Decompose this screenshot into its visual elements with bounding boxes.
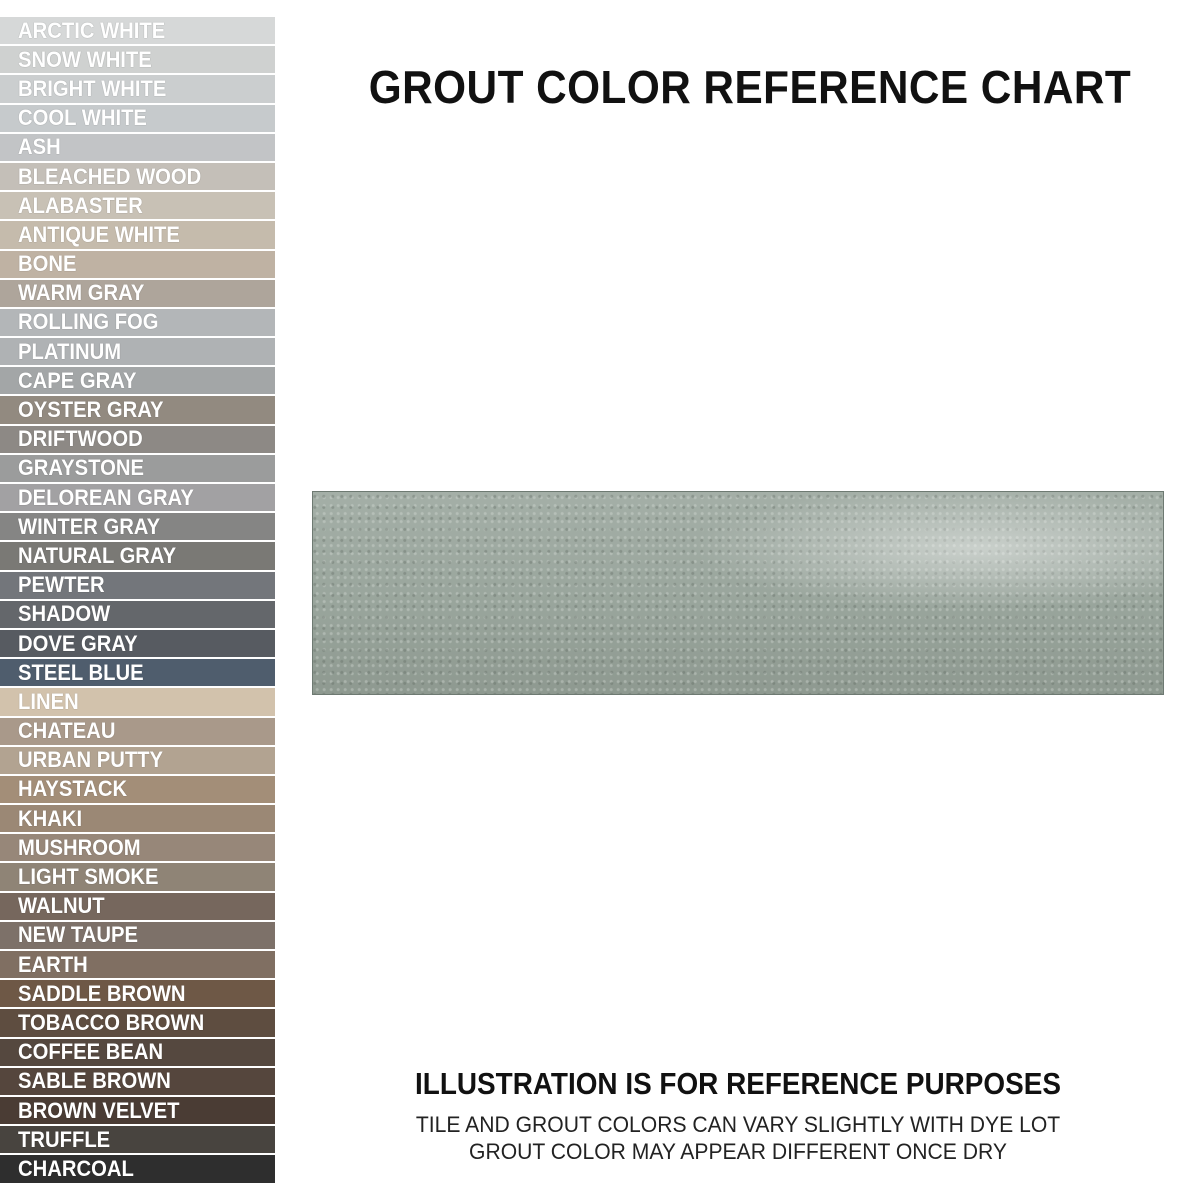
grout-swatch <box>0 572 275 599</box>
swatch-label: SNOW WHITE <box>18 46 152 72</box>
grout-swatch <box>0 834 275 861</box>
dry-color-notice: GROUT COLOR MAY APPEAR DIFFERENT ONCE DRY <box>469 1139 1007 1164</box>
swatch-label: WALNUT <box>18 893 105 919</box>
grout-swatch <box>0 776 275 803</box>
swatch-label: BLEACHED WOOD <box>18 163 202 189</box>
swatch-label: CHATEAU <box>18 718 116 744</box>
grout-swatch <box>0 951 275 978</box>
swatch-label: LINEN <box>18 688 79 714</box>
dye-lot-notice: TILE AND GROUT COLORS CAN VARY SLIGHTLY WITH DYE LOT <box>415 1112 1061 1137</box>
swatch-label: ARCTIC WHITE <box>18 17 166 43</box>
swatch-label: NEW TAUPE <box>18 922 138 948</box>
grout-swatch <box>0 718 275 745</box>
grout-swatch <box>0 659 275 686</box>
swatch-label: SHADOW <box>18 601 111 627</box>
swatch-label: CHARCOAL <box>18 1155 134 1181</box>
swatch-label: PLATINUM <box>18 338 122 364</box>
swatch-label: ALABASTER <box>18 192 143 218</box>
swatch-label: ROLLING FOG <box>18 309 159 335</box>
grout-swatch <box>0 1068 275 1095</box>
swatch-label: BROWN VELVET <box>18 1097 180 1123</box>
swatch-label: ASH <box>18 134 61 160</box>
grout-swatch <box>0 134 275 161</box>
grout-swatch <box>0 1039 275 1066</box>
grout-swatch <box>0 805 275 832</box>
grout-swatch <box>0 1126 275 1153</box>
grout-swatch <box>0 688 275 715</box>
grout-swatch <box>0 601 275 628</box>
swatch-label: OYSTER GRAY <box>18 397 164 423</box>
chart-title: GROUT COLOR REFERENCE CHART <box>368 61 1132 113</box>
swatch-label: DELOREAN GRAY <box>18 484 194 510</box>
swatch-label: COOL WHITE <box>18 105 147 131</box>
swatch-label: WINTER GRAY <box>18 513 161 539</box>
grout-swatch <box>0 396 275 423</box>
swatch-label: KHAKI <box>18 805 83 831</box>
grout-swatch <box>0 338 275 365</box>
swatch-label: TRUFFLE <box>18 1126 111 1152</box>
swatch-label: LIGHT SMOKE <box>18 864 159 890</box>
swatch-label: BRIGHT WHITE <box>18 75 167 101</box>
grout-swatch <box>0 747 275 774</box>
grout-swatch <box>0 1155 275 1182</box>
swatch-label: NATURAL GRAY <box>18 542 177 568</box>
swatch-label: ANTIQUE WHITE <box>18 221 180 247</box>
swatch-label: SADDLE BROWN <box>18 980 186 1006</box>
swatch-label: URBAN PUTTY <box>18 747 164 773</box>
swatch-label: PEWTER <box>18 572 105 598</box>
grout-swatch <box>0 163 275 190</box>
swatch-label: BONE <box>18 251 77 277</box>
swatch-label: TOBACCO BROWN <box>18 1009 205 1035</box>
swatch-label: HAYSTACK <box>18 776 128 802</box>
grout-swatch <box>0 46 275 73</box>
grout-swatch <box>0 192 275 219</box>
grout-swatch <box>0 426 275 453</box>
grout-swatch <box>0 980 275 1007</box>
grout-swatch <box>0 221 275 248</box>
swatch-label: GRAYSTONE <box>18 455 144 481</box>
reference-notice-heading: ILLUSTRATION IS FOR REFERENCE PURPOSES <box>415 1066 1061 1101</box>
swatch-label: CAPE GRAY <box>18 367 137 393</box>
swatch-label: WARM GRAY <box>18 280 145 306</box>
grout-swatch <box>0 542 275 569</box>
swatch-label: STEEL BLUE <box>18 659 144 685</box>
grout-swatch <box>0 513 275 540</box>
grout-swatch <box>0 455 275 482</box>
swatch-label: EARTH <box>18 951 88 977</box>
grout-swatch <box>0 105 275 132</box>
swatch-label: MUSHROOM <box>18 834 141 860</box>
tile-sample <box>312 491 1164 695</box>
grout-swatch <box>0 367 275 394</box>
grout-swatch <box>0 484 275 511</box>
swatch-label: COFFEE BEAN <box>18 1039 164 1065</box>
swatch-label: DOVE GRAY <box>18 630 138 656</box>
grout-swatch <box>0 1009 275 1036</box>
swatch-label: SABLE BROWN <box>18 1068 171 1094</box>
grout-swatch <box>0 17 275 44</box>
grout-swatch <box>0 309 275 336</box>
grout-swatch <box>0 75 275 102</box>
grout-swatch <box>0 922 275 949</box>
grout-swatch-list <box>0 17 275 1185</box>
grout-swatch <box>0 893 275 920</box>
grout-swatch <box>0 630 275 657</box>
grout-swatch <box>0 863 275 890</box>
grout-swatch <box>0 251 275 278</box>
grout-swatch <box>0 280 275 307</box>
swatch-label: DRIFTWOOD <box>18 426 143 452</box>
grout-swatch <box>0 1097 275 1124</box>
